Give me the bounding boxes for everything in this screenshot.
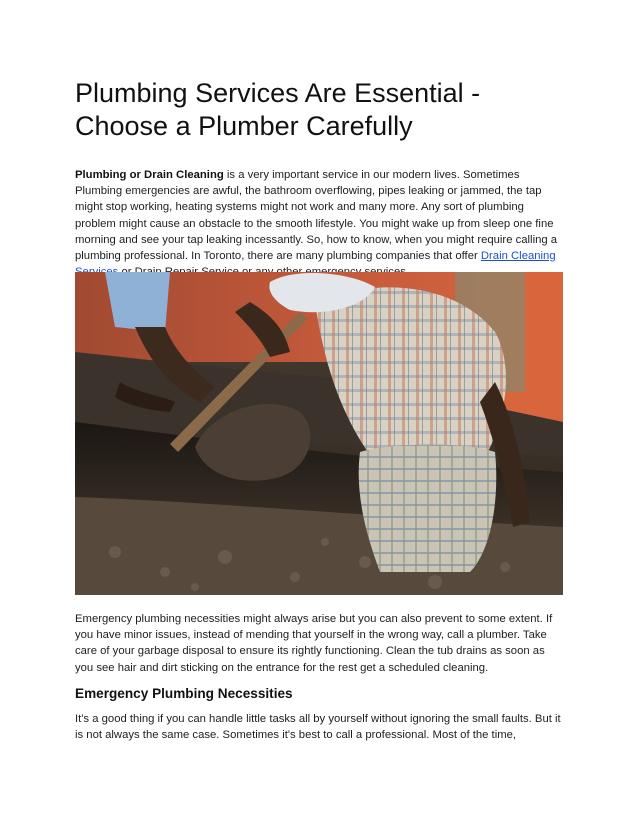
intro-paragraph [75,167,565,280]
workers-digging-photo [75,272,563,595]
necessities-paragraph: It's a good thing if you can handle little tasks all by yourself without ignoring the small faults. But it is not always the same case. Sometimes it's best to call a professional. Most of the time, [75,713,561,742]
section-heading: Emergency Plumbing Necessities [75,686,293,701]
prevention-paragraph: Emergency plumbing necessities might always arise but you can also prevent to some extent. If you have minor issues, instead of mending that yourself in the wrong way, call a plumber. Take care of your garbage disposal to ensure its rightly functioning. Clean the tub drains as soon as you see hair and dirt sticking on the entrance for the rest get a scheduled cleaning. [75,613,553,674]
bold-lead: Plumbing or Drain Cleaning [75,169,224,181]
intro-text-before-link: is a very important service in our modern lives. Sometimes Plumbing emergencies are awful, the bathroom overflowing, pipes leaking or jammed, the tap might stop working, heating systems might not work and many more. Any sort of plumbing problem might cause an obstacle to the smooth lifestyle. You might wake up from sleep one fine morning and see your tap leaking incessantly. So, how to know, when you might require calling a plumbing professional. In Toronto, there are many plumbing companies that offer [75,169,558,263]
page-title: Plumbing Services Are Essential - Choose a Plumber Carefully [75,78,481,141]
drain-cleaning-link[interactable]: Drain Cleaning [480,250,556,263]
